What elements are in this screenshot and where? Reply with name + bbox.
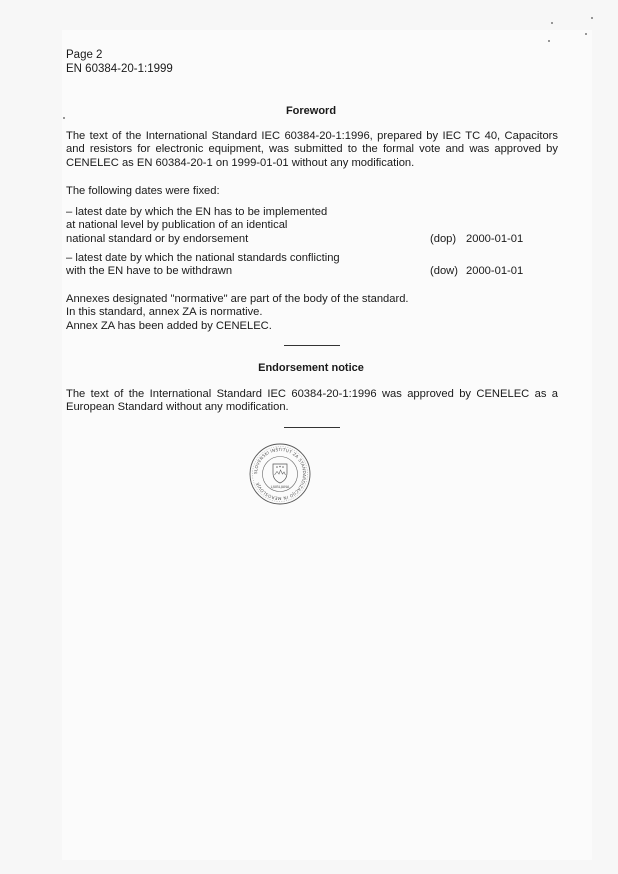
annex-line: In this standard, annex ZA is normative. [66, 306, 263, 319]
endorsement-heading: Endorsement notice [258, 362, 364, 374]
scan-speck [591, 17, 593, 19]
page-number: Page 2 [66, 49, 103, 61]
scan-speck [63, 117, 65, 119]
svg-text:SLOVENSKI INŠTITUT ZA STANDARD [253, 447, 307, 501]
date-item-text: – latest date by which the EN has to be implemented at national level by publication of an identical national standard or by endorsement [66, 206, 328, 245]
seal-outer-text: SLOVENSKI INŠTITUT ZA STANDARDIZACIJO IN MEROSLOVJE [252, 446, 308, 502]
section-divider [284, 427, 340, 428]
annex-line: Annexes designated "normative" are part of the body of the standard. [66, 293, 409, 305]
foreword-intro-paragraph: The text of the International Standard IEC 60384-20-1:1996, prepared by IEC TC 40, Capacitors and resistors for electronic equipment, was submitted to the formal vote and was approved by CENELEC as EN 60384-20-1 on 1999-01-01 without any modification. [66, 130, 558, 169]
foreword-heading: Foreword [285, 105, 337, 117]
scan-speck [585, 33, 587, 35]
dates-intro: The following dates were fixed: [66, 185, 220, 197]
date-item-text: – latest date by which the national standards conflicting with the EN have to be withdrawn [66, 252, 340, 278]
scan-speck [551, 22, 553, 24]
section-divider [284, 345, 340, 346]
endorsement-paragraph: The text of the International Standard IEC 60384-20-1:1996 was approved by CENELEC as a European Standard without any modification. [66, 388, 558, 414]
date-item-code: (dop) [430, 232, 457, 245]
institute-seal-stamp [248, 442, 312, 506]
date-item-date: 2000-01-01 [466, 232, 524, 245]
date-item-code: (dow) [430, 265, 458, 278]
scan-speck [548, 40, 550, 42]
annex-line: Annex ZA has been added by CENELEC. [66, 319, 272, 332]
seal-inner-text: LJUBLJANA [270, 485, 290, 489]
standard-number: EN 60384-20-1:1999 [66, 63, 173, 75]
date-item-date: 2000-01-01 [466, 265, 524, 278]
